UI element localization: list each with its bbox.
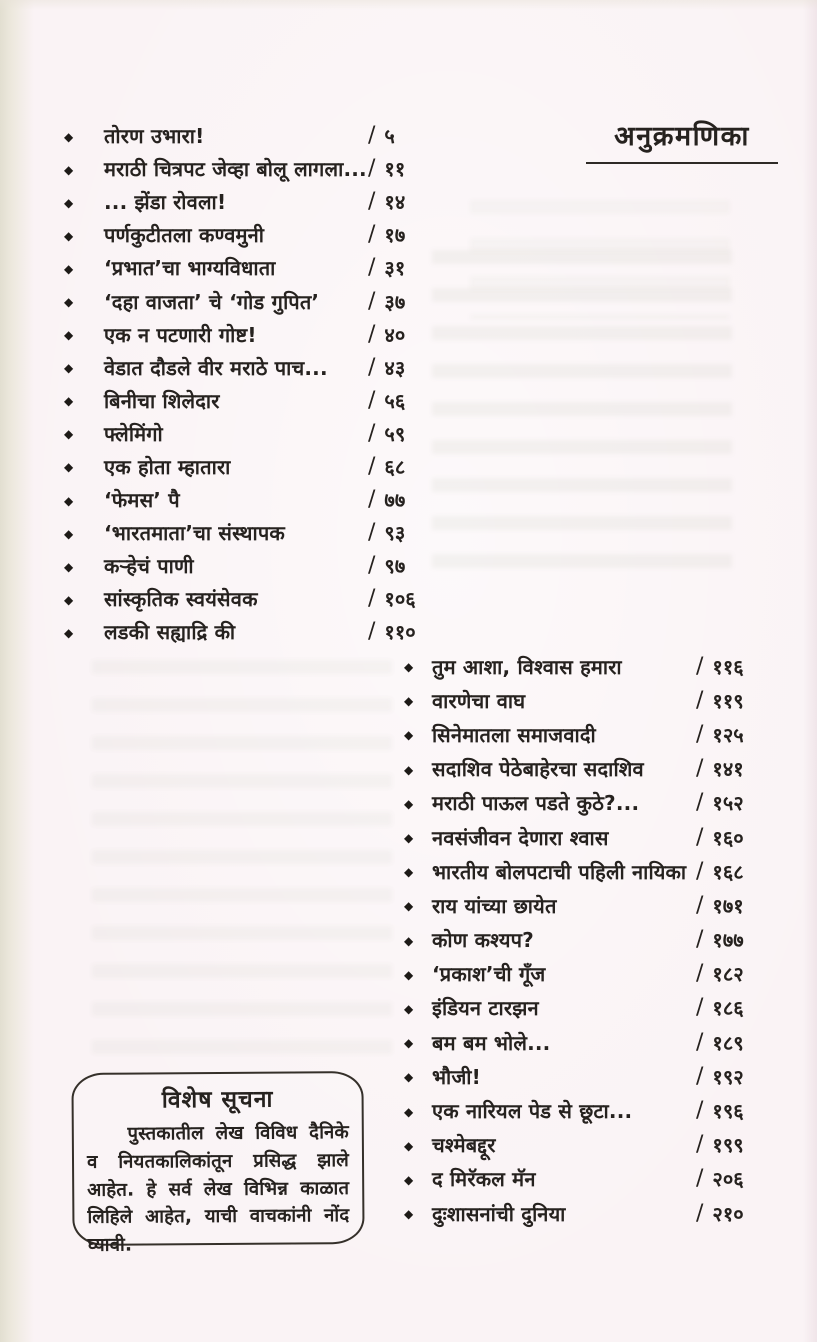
toc-entry-pageref [368,519,420,546]
diamond-bullet-icon: ◆ [64,228,74,243]
toc-entry-title: सदाशिव पेठेबाहेरचा सदाशिव [432,757,644,782]
page-separator: / [696,687,704,713]
toc-entry-pageref [368,552,420,579]
diamond-bullet-icon: ◆ [64,361,74,376]
page-edge-shadow-left [0,0,34,1342]
page-separator: / [368,553,376,579]
toc-entry-pageref [368,387,420,414]
toc-entry-title: ‘प्रकाश’ची गूँज [432,962,546,987]
toc-entry-page-number: १५२ [712,791,744,816]
toc-entry-page-number: १४ [384,190,406,215]
toc-entry [404,786,766,820]
toc-entry-title: फ्लेमिंगो [104,421,163,446]
toc-entry-page-number: १८२ [712,962,744,987]
diamond-bullet-icon: ◆ [404,1104,414,1119]
page-separator: / [696,756,704,782]
page-separator: / [696,1029,704,1055]
diamond-bullet-icon: ◆ [404,1207,414,1222]
page-separator: / [368,453,376,479]
diamond-bullet-icon: ◆ [64,625,74,640]
toc-entry [404,1059,766,1093]
toc-entry-page-number: ५६ [384,388,406,413]
toc-entry-title: एक होता म्हातारा [104,454,231,479]
toc-entry [404,717,766,751]
toc-entry [64,516,420,549]
toc-entry [404,957,766,991]
toc-entry-pageref [696,1029,766,1056]
diamond-bullet-icon: ◆ [404,1036,414,1051]
toc-entry [64,582,420,615]
toc-entry-title: एक न पटणारी गोष्ट! [104,322,257,347]
toc-entry-title: ‘फेमस’ पै [104,488,180,513]
page-separator: / [368,387,376,413]
diamond-bullet-icon: ◆ [64,162,74,177]
toc-entry-pageref [696,824,766,851]
toc-entry [64,615,420,648]
toc-entry-title: कोण कश्यप? [432,928,534,953]
diamond-bullet-icon: ◆ [404,831,414,846]
toc-header [586,116,778,164]
diamond-bullet-icon: ◆ [404,933,414,948]
toc-entry-pageref [696,1165,766,1192]
toc-entry-title: इंडियन टारझन [432,996,539,1021]
toc-entry-pageref [696,892,766,919]
toc-entry-pageref [368,221,420,248]
notice-body: पुस्तकातील लेख विविध दैनिके व नियतकालिकांतून प्रसिद्ध झाले आहेत. हे सर्व लेख विभिन्न काळात लिहिले आहेत, याची वाचकांनी नोंद घ्यावी. [86,1122,350,1256]
toc-entry-pageref [368,155,420,182]
toc-entry [404,1025,766,1059]
toc-entry-page-number: ३७ [384,289,406,314]
special-notice-box [71,1071,364,1256]
diamond-bullet-icon: ◆ [64,394,74,409]
page-separator: / [696,653,704,679]
toc-entry-pageref [696,687,766,714]
toc-entry-pageref [368,420,420,447]
diamond-bullet-icon: ◆ [64,295,74,310]
toc-entry [64,384,420,417]
toc-entry-page-number: ९३ [384,521,406,546]
toc-entry-pageref [368,354,420,381]
toc-entry-pageref [696,789,766,816]
page-title: अनुक्रमणिका [614,121,750,152]
toc-entry [64,185,420,218]
page-separator: / [368,487,376,513]
toc-entry-page-number: १४१ [712,757,744,782]
toc-entry-title: बम बम भोले... [432,1030,551,1055]
diamond-bullet-icon: ◆ [64,261,74,276]
toc-entry-title: ... झेंडा रोवला! [104,190,227,215]
toc-entry-page-number: १९९ [712,1133,744,1158]
diamond-bullet-icon: ◆ [404,762,414,777]
diamond-bullet-icon: ◆ [404,728,414,743]
toc-entry-title: ‘प्रभात’चा भाग्यविधाता [104,256,276,281]
toc-entry-page-number: ३१ [384,256,406,281]
diamond-bullet-icon: ◆ [64,460,74,475]
toc-entry-title: भौजी! [432,1064,481,1089]
toc-entry [64,251,420,284]
toc-entry-title: दुःशासनांची दुनिया [432,1201,566,1226]
toc-entry-pageref [696,960,766,987]
toc-entry [64,450,420,483]
toc-entry [404,752,766,786]
toc-right-column [404,649,766,1230]
toc-left-column [64,119,420,649]
page-separator: / [368,321,376,347]
toc-entry-title: लडकी सह्याद्रि की [104,620,236,645]
toc-entry-page-number: १७ [384,223,406,248]
toc-entry-pageref [368,486,420,513]
page-separator: / [696,721,704,747]
toc-entry-title: भारतीय बोलपटाची पहिली नायिका [432,859,687,884]
page-separator: / [696,1166,704,1192]
toc-entry-page-number: ११९ [712,688,744,713]
toc-entry-page-number: २०६ [712,1167,744,1192]
toc-entry-page-number: १८९ [712,1030,744,1055]
bleed-through-smudge [432,250,732,580]
toc-entry-pageref [696,1097,766,1124]
page-separator: / [368,420,376,446]
toc-entry-page-number: ११६ [712,654,744,679]
toc-entry-title: ‘दहा वाजता’ चे ‘गोड गुपित’ [104,289,320,314]
toc-entry-pageref [368,618,420,645]
toc-entry-pageref [368,321,420,348]
bleed-through-smudge [92,660,392,1060]
diamond-bullet-icon: ◆ [404,1001,414,1016]
diamond-bullet-icon: ◆ [404,1172,414,1187]
toc-entry-pageref [696,926,766,953]
diamond-bullet-icon: ◆ [404,660,414,675]
toc-entry-page-number: १७७ [712,928,744,953]
page-separator: / [696,858,704,884]
toc-entry-pageref [368,585,420,612]
page-separator: / [368,520,376,546]
toc-entry [64,284,420,317]
diamond-bullet-icon: ◆ [404,796,414,811]
toc-entry-page-number: १६८ [712,859,744,884]
diamond-bullet-icon: ◆ [64,129,74,144]
toc-entry [404,1128,766,1162]
diamond-bullet-icon: ◆ [64,592,74,607]
toc-entry-title: वारणेचा वाघ [432,688,526,713]
toc-entry-title: ‘भारतमाता’चा संस्थापक [104,521,285,546]
toc-entry-title: एक नारियल पेड से छूटा... [432,1099,633,1124]
diamond-bullet-icon: ◆ [64,195,74,210]
toc-entry-title: बिनीचा शिलेदार [104,388,220,413]
toc-entry-page-number: १९२ [712,1064,744,1089]
toc-entry-title: राय यांच्या छायेत [432,893,557,918]
page-separator: / [696,961,704,987]
page-separator: / [368,255,376,281]
page-separator: / [696,995,704,1021]
toc-entry [404,1196,766,1230]
diamond-bullet-icon: ◆ [404,1138,414,1153]
toc-entry-pageref [368,254,420,281]
toc-entry-title: चश्मेबद्दूर [432,1133,496,1158]
toc-entry-title: पर्णकुटीतला कण्वमुनी [104,223,265,248]
toc-entry-pageref [696,1131,766,1158]
toc-entry [64,417,420,450]
page-separator: / [696,1132,704,1158]
toc-entry-pageref [368,288,420,315]
toc-entry-title: मराठी पाऊल पडते कुठे?... [432,791,640,816]
page-separator: / [368,586,376,612]
toc-entry-page-number: ११ [384,157,406,182]
toc-entry [64,318,420,351]
toc-entry [64,549,420,582]
toc-entry [64,152,420,185]
page-separator: / [696,927,704,953]
diamond-bullet-icon: ◆ [64,328,74,343]
toc-entry [404,991,766,1025]
toc-entry-page-number: १२५ [712,722,744,747]
page-separator: / [368,189,376,215]
toc-entry [404,1162,766,1196]
toc-entry-page-number: ७७ [384,488,406,513]
toc-entry [64,483,420,516]
page-edge-shadow-right [803,0,817,1342]
toc-entry-page-number: ६८ [384,454,406,479]
page-separator: / [696,1063,704,1089]
page-separator: / [368,619,376,645]
diamond-bullet-icon: ◆ [404,899,414,914]
toc-entry-page-number: ११० [384,620,416,645]
toc-entry-pageref [368,122,420,149]
page-separator: / [696,790,704,816]
toc-entry-title: नवसंजीवन देणारा श्वास [432,825,609,850]
page-separator: / [368,288,376,314]
toc-entry-title: मराठी चित्रपट जेव्हा बोलू लागला... [104,157,367,182]
toc-entry-page-number: ४० [384,322,406,347]
toc-entry-page-number: २१० [712,1201,744,1226]
diamond-bullet-icon: ◆ [404,967,414,982]
diamond-bullet-icon: ◆ [64,559,74,574]
page-separator: / [696,1098,704,1124]
toc-entry [404,683,766,717]
toc-entry [64,119,420,152]
page-separator: / [368,354,376,380]
toc-entry-pageref [696,721,766,748]
diamond-bullet-icon: ◆ [404,1070,414,1085]
toc-entry-pageref [368,188,420,215]
toc-entry-pageref [696,858,766,885]
page-separator: / [368,156,376,182]
diamond-bullet-icon: ◆ [64,526,74,541]
toc-entry-title: कऱ्हेचं पाणी [104,554,194,579]
toc-entry-page-number: १६० [712,825,744,850]
page-edge-shadow-top [0,0,817,10]
toc-entry-pageref [368,453,420,480]
toc-entry-title: द मिरॅकल मॅन [432,1167,536,1192]
toc-entry [404,854,766,888]
bleed-through-smudge [470,200,730,320]
page-separator: / [696,1200,704,1226]
toc-entry-page-number: १८६ [712,996,744,1021]
toc-entry-pageref [696,994,766,1021]
diamond-bullet-icon: ◆ [404,865,414,880]
toc-entry-page-number: १९६ [712,1099,744,1124]
page-separator: / [696,824,704,850]
toc-entry-page-number: ४३ [384,355,406,380]
toc-entry [404,820,766,854]
toc-entry-title: तुम आशा, विश्वास हमारा [432,654,622,679]
toc-entry [404,649,766,683]
toc-entry-pageref [696,1063,766,1090]
toc-entry [404,1093,766,1127]
toc-entry [64,351,420,384]
toc-entry-page-number: ५ [384,124,395,149]
toc-entry-page-number: ९७ [384,554,406,579]
toc-entry [404,923,766,957]
page-separator: / [368,222,376,248]
toc-entry-title: तोरण उभारा! [104,124,205,149]
toc-entry-pageref [696,755,766,782]
page-separator: / [368,123,376,149]
toc-entry-page-number: १७१ [712,893,744,918]
toc-entry-page-number: ५९ [384,421,406,446]
toc-entry [64,218,420,251]
diamond-bullet-icon: ◆ [64,427,74,442]
toc-entry-title: सांस्कृतिक स्वयंसेवक [104,587,258,612]
diamond-bullet-icon: ◆ [404,694,414,709]
diamond-bullet-icon: ◆ [64,493,74,508]
toc-entry-pageref [696,653,766,680]
page-separator: / [696,892,704,918]
notice-title: विशेष सूचना [161,1086,274,1114]
toc-entry-title: सिनेमातला समाजवादी [432,722,596,747]
toc-entry-pageref [696,1200,766,1227]
toc-entry-title: वेडात दौडले वीर मराठे पाच... [104,355,328,380]
toc-entry [404,888,766,922]
toc-entry-page-number: १०६ [384,587,416,612]
